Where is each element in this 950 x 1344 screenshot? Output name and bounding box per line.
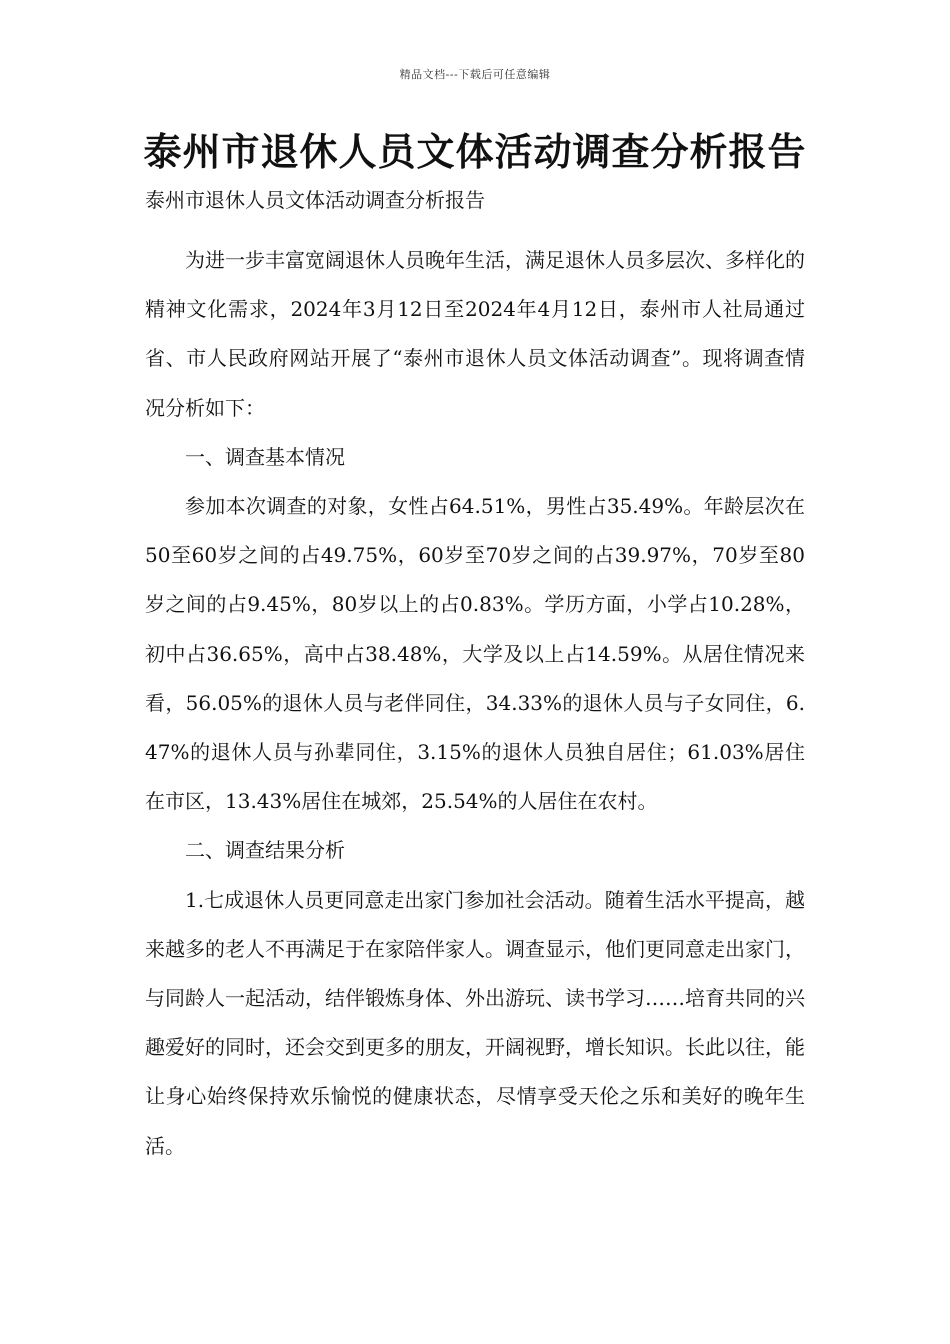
- document-subtitle: 泰州市退休人员文体活动调查分析报告: [145, 188, 485, 212]
- section-1-heading: 一、调查基本情况: [185, 444, 345, 469]
- section-2-paragraph: 1.七成退休人员更同意走出家门参加社会活动。随着生活水平提高，越来越多的老人不再满足于在家陪伴家人。调查显示，他们更同意走出家门，与同龄人一起活动，结伴锻炼身体、外出游玩、读书学习……培育共同的兴趣爱好的同时，还会交到更多的朋友，开阔视野，增长知识。长此以往，能让身心始终保持欢乐愉悦的健康状态，尽情享受天伦之乐和美好的晚年生活。: [145, 887, 805, 1158]
- document-body: [145, 236, 805, 1171]
- section-1-paragraph: 参加本次调查的对象，女性占64.51%，男性占35.49%。年龄层次在50至60岁之间的占49.75%，60岁至70岁之间的占39.97%，70岁至80岁之间的占9.45%，80岁以上的占0.83%。学历方面，小学占10.28%，初中占36.65%，高中占38.48%，大学及以上占14.59%。从居住情况来看，56.05%的退休人员与老伴同住，34.33%的退休人员与子女同住，6.47%的退休人员与孙辈同住，3.15%的退休人员独自居住；61.03%居住在市区，13.43%居住在城郊，25.54%的人居住在农村。: [145, 494, 805, 814]
- intro-paragraph: 为进一步丰富宽阔退休人员晚年生活，满足退休人员多层次、多样化的精神文化需求，2024年3月12日至2024年4月12日，泰州市人社局通过省、市人民政府网站开展了“泰州市退休人员文体活动调查”。现将调查情况分析如下：: [145, 248, 805, 420]
- document-title: 泰州市退休人员文体活动调查分析报告: [143, 130, 807, 174]
- section-2-heading: 二、调查结果分析: [185, 838, 345, 863]
- header-note: 精品文档---下载后可任意编辑: [399, 68, 551, 81]
